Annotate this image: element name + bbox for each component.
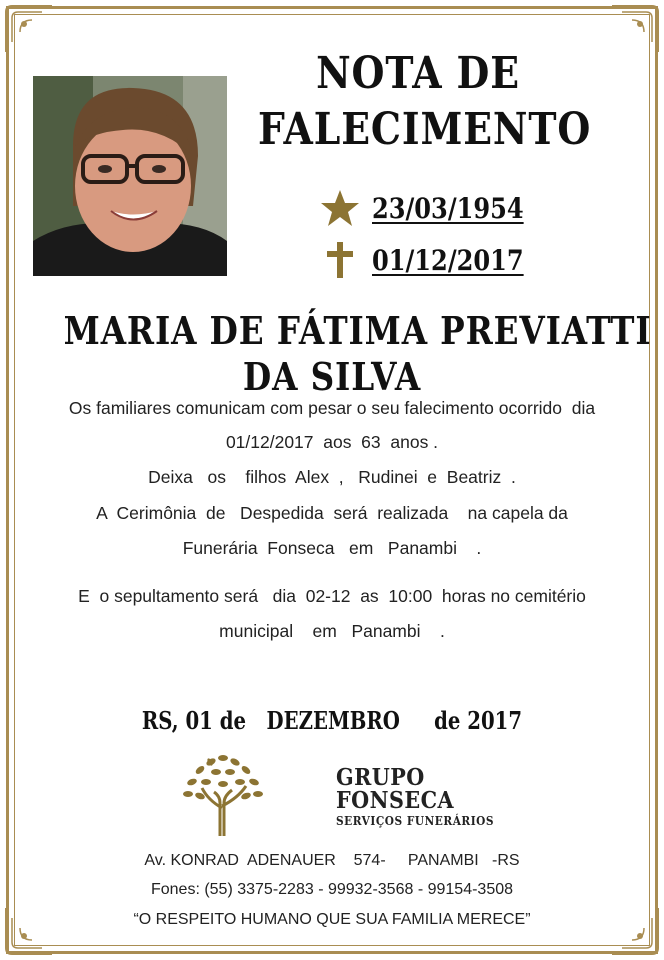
brand-subtitle: SERVIÇOS FUNERÁRIOS	[336, 813, 495, 828]
body-line: municipal em Panambi .	[219, 621, 445, 641]
body-line: A Cerimônia de Despedida será realizada na capela da	[96, 503, 568, 523]
birth-date-row	[320, 186, 540, 230]
death-date-row	[320, 238, 540, 282]
corner-ornament-icon	[2, 2, 56, 56]
footer-phones: Fones: (55) 3375-2283 - 99932-3568 - 99154-3508	[150, 881, 514, 898]
body-line: Funerária Fonseca em Panambi .	[182, 538, 482, 558]
page-title-line2: FALECIMENTO	[258, 104, 592, 155]
footer-address: Av. KONRAD ADENAUER 574- PANAMBI -RS	[144, 852, 520, 869]
body-line: Os familiares comunicam com pesar o seu falecimento ocorrido dia	[68, 398, 596, 418]
star-icon	[320, 188, 360, 228]
brand-logo-text	[336, 766, 516, 828]
corner-ornament-icon	[608, 2, 662, 56]
page-title-line1: NOTA DE	[316, 48, 520, 99]
body-line: 01/12/2017 aos 63 anos .	[225, 432, 439, 452]
death-date: 01/12/2017	[372, 243, 524, 277]
brand-name-line2: FONSECA	[336, 787, 455, 815]
birth-date: 23/03/1954	[372, 191, 524, 225]
place-date: RS, 01 de DEZEMBRO de 2017	[141, 706, 523, 735]
portrait-photo	[33, 76, 227, 276]
deceased-name-line2: DA SILVA	[242, 354, 422, 399]
cross-icon	[320, 240, 360, 280]
body-line: E o sepultamento será dia 02-12 as 10:00 horas no cemitério	[78, 586, 586, 606]
body-line: Deixa os filhos Alex , Rudinei e Beatriz .	[148, 467, 516, 487]
footer-motto: “O RESPEITO HUMANO QUE SUA FAMILIA MERECE”	[133, 911, 531, 928]
brand-name-line1: GRUPO	[336, 764, 425, 791]
deceased-name-line1: MARIA DE FÁTIMA PREVIATTI	[63, 308, 652, 353]
tree-logo-icon	[178, 748, 268, 838]
